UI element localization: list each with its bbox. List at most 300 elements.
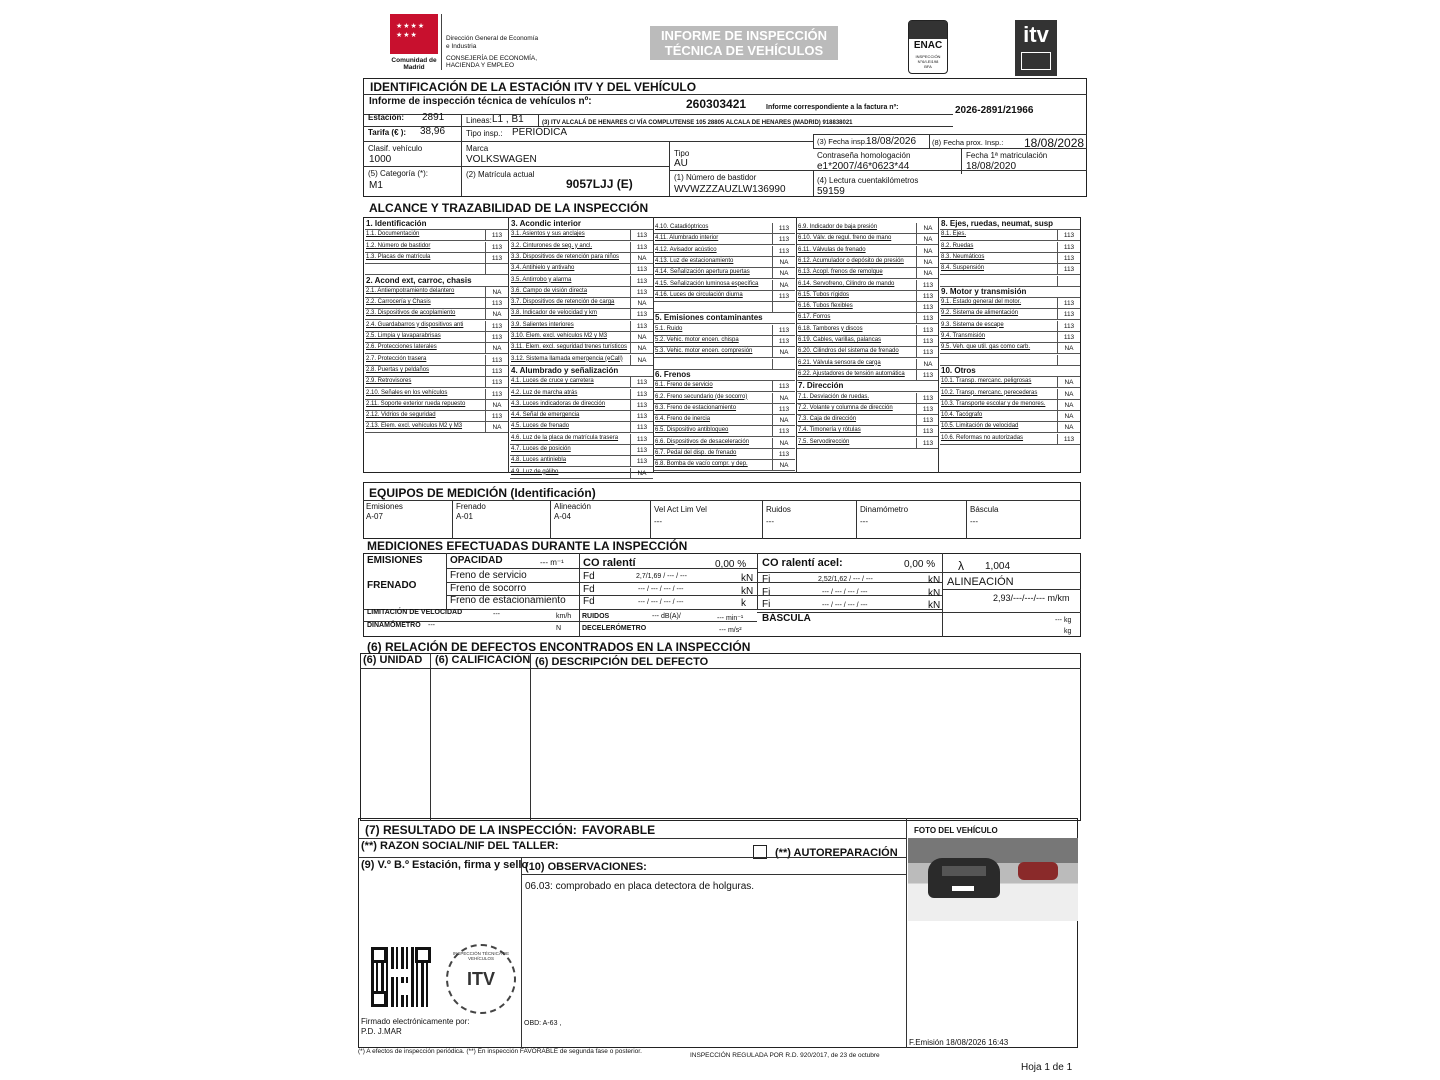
scope-item-value: 113 bbox=[916, 393, 939, 404]
class-value: 1000 bbox=[369, 154, 392, 165]
scope-row bbox=[365, 309, 508, 320]
fd-emergency-value: --- / --- / --- / --- bbox=[638, 586, 684, 593]
scope-item-label: 6. Frenos bbox=[655, 369, 691, 379]
scope-row bbox=[797, 223, 939, 234]
scope-item-label: 6.15. Tubos rígidos bbox=[798, 291, 850, 298]
scope-item-value: 113 bbox=[630, 456, 653, 467]
scope-item-label: 1.2. Número de bastidor bbox=[366, 242, 431, 249]
scope-item-value: 113 bbox=[916, 347, 939, 358]
equipment-label: Báscula bbox=[970, 505, 999, 514]
scope-item-value: 113 bbox=[916, 336, 939, 347]
tariff-value: 38,96 bbox=[420, 126, 446, 137]
scope-item-label: 6.22. Ajustadores de tensión automática bbox=[798, 370, 905, 377]
madrid-logo-label: Comunidad de Madrid bbox=[391, 57, 437, 71]
speed-limit-label: LIMITACIÓN DE VELOCIDAD bbox=[367, 609, 463, 616]
equipment-value: A-04 bbox=[554, 512, 571, 521]
scope-item-value: 113 bbox=[485, 366, 508, 377]
equipment-title: EQUIPOS DE MEDICIÓN (Identificación) bbox=[369, 486, 596, 500]
scope-item-value: 113 bbox=[916, 438, 939, 449]
fi-label-3: Fi bbox=[762, 599, 771, 610]
scope-row bbox=[797, 336, 939, 347]
scope-row bbox=[365, 287, 508, 298]
scope-item-value: NA bbox=[630, 468, 653, 479]
itv-seal bbox=[446, 944, 516, 1014]
fd-unit-3: k bbox=[741, 598, 746, 609]
scope-row bbox=[940, 366, 1080, 377]
scope-row bbox=[654, 336, 795, 347]
station-label: Estación: bbox=[368, 113, 405, 122]
scope-row bbox=[510, 276, 653, 287]
scope-item-value: NA bbox=[916, 246, 939, 257]
scope-item-value bbox=[485, 264, 508, 275]
scope-row bbox=[510, 366, 653, 377]
scope-row bbox=[797, 302, 939, 313]
scope-row bbox=[365, 332, 508, 343]
scope-row bbox=[940, 332, 1080, 343]
scope-row bbox=[365, 343, 508, 354]
scope-item-value: 113 bbox=[485, 230, 508, 241]
station-value: 2891 bbox=[422, 112, 445, 123]
itv-logo bbox=[1015, 20, 1057, 76]
scope-item-label: 3.5. Antirrobo y alarma bbox=[511, 276, 572, 283]
scope-row bbox=[797, 415, 939, 426]
scope-item-value: 113 bbox=[772, 426, 795, 437]
scope-item-value: 113 bbox=[772, 336, 795, 347]
scope-item-label: 4.4. Señal de emergencia bbox=[511, 412, 580, 419]
scope-row bbox=[940, 298, 1080, 309]
scope-item-label: 2.1. Antiempotramiento delantero bbox=[366, 287, 455, 294]
decelerometer-label: DECELERÓMETRO bbox=[582, 625, 647, 632]
scope-item-label: 3.2. Cinturones de seg. y ancl. bbox=[511, 242, 593, 249]
scope-item-value: 113 bbox=[485, 355, 508, 366]
scope-item-value: 113 bbox=[916, 404, 939, 415]
lambda-value: 1,004 bbox=[985, 561, 1011, 572]
scope-item-label: 10.6. Reformas no autorizadas bbox=[941, 434, 1024, 441]
dynamometer-label: DINAMÓMETRO bbox=[367, 622, 421, 629]
fd-label-1: Fd bbox=[583, 571, 595, 582]
scope-row bbox=[654, 234, 795, 245]
scope-row bbox=[797, 291, 939, 302]
scope-item-label: 4.8. Luces antiniebla bbox=[511, 457, 567, 464]
scope-row bbox=[510, 400, 653, 411]
speed-limit-value: --- bbox=[493, 611, 500, 618]
scope-item-value: NA bbox=[1057, 377, 1080, 388]
scope-row bbox=[510, 264, 653, 275]
scope-item-value: NA bbox=[630, 343, 653, 354]
scope-row bbox=[654, 438, 795, 449]
equipment-label: Frenado bbox=[456, 502, 486, 511]
qr-code bbox=[371, 947, 431, 1007]
scope-item-value bbox=[772, 302, 795, 313]
scale-value-1: --- kg bbox=[1055, 617, 1072, 624]
page-number: Hoja 1 de 1 bbox=[1021, 1062, 1073, 1073]
scope-item-value: NA bbox=[772, 268, 795, 279]
alignment-value: 2,93/---/---/--- m/km bbox=[993, 593, 1070, 603]
opacity-value: --- m⁻¹ bbox=[540, 558, 564, 567]
scope-item-value: NA bbox=[916, 257, 939, 268]
scope-row bbox=[654, 460, 795, 471]
scope-row bbox=[510, 355, 653, 366]
co-accel-label: CO ralentí acel: bbox=[762, 557, 843, 569]
scope-item-value bbox=[1057, 355, 1080, 366]
scope-item-value: 113 bbox=[1057, 253, 1080, 264]
insp-type-label: Tipo insp.: bbox=[466, 129, 503, 138]
scope-item-label: 4.3. Luces indicadoras de dirección bbox=[511, 400, 606, 407]
enac-logo bbox=[908, 20, 948, 74]
itv-logo-text: itv bbox=[1023, 22, 1049, 47]
scope-item-label: 2.5. Limpia y lavaparabrisas bbox=[366, 333, 441, 339]
scope-item-label: 10.4. Tacógrafo bbox=[941, 412, 983, 419]
scope-row bbox=[940, 389, 1080, 400]
scope-item-label: 4.2. Luz de marcha atrás bbox=[511, 389, 578, 396]
scope-row bbox=[940, 411, 1080, 422]
homologation-label: Contraseña homologación bbox=[817, 151, 911, 160]
emergency-brake-label: Freno de socorro bbox=[450, 583, 527, 594]
org-line-2: e Industria bbox=[446, 43, 477, 50]
noise-label: RUIDOS bbox=[582, 613, 610, 620]
scope-row bbox=[940, 276, 1080, 287]
scope-row bbox=[365, 298, 508, 309]
scope-item-label: 7.1. Desviación de ruedas. bbox=[798, 393, 870, 400]
service-brake-label: Freno de servicio bbox=[450, 570, 527, 581]
scope-item-label: 5.3. Vehic. motor encen. compresión bbox=[655, 348, 753, 355]
scope-item-label: 3.3. Dispositivos de retención para niños bbox=[511, 253, 620, 260]
scope-row bbox=[365, 321, 508, 332]
scope-item-label: 3.1. Asientos y sus anclajes bbox=[511, 231, 585, 238]
scope-row bbox=[797, 246, 939, 257]
opacity-label: OPACIDAD bbox=[450, 555, 503, 566]
scope-row bbox=[510, 298, 653, 309]
noise-value: --- dB(A)/ bbox=[652, 613, 681, 620]
scope-item-label: 7.5. Servodirección bbox=[798, 438, 850, 445]
scope-row bbox=[510, 411, 653, 422]
enac-label: ENAC bbox=[913, 40, 943, 51]
scope-row bbox=[797, 257, 939, 268]
scope-row bbox=[510, 434, 653, 445]
scope-item-value: 113 bbox=[772, 246, 795, 257]
emission-date: F.Emisión 18/08/2026 16:43 bbox=[909, 1038, 1009, 1047]
equipment-label: Ruidos bbox=[766, 505, 791, 514]
scale-label: BÁSCULA bbox=[762, 613, 811, 624]
scope-item-value: 113 bbox=[916, 415, 939, 426]
scope-row bbox=[510, 389, 653, 400]
scope-item-value: NA bbox=[485, 287, 508, 298]
scope-item-value: 113 bbox=[630, 242, 653, 253]
co-accel-value: 0,00 % bbox=[904, 559, 936, 570]
scope-row bbox=[940, 242, 1080, 253]
scope-row bbox=[797, 313, 939, 324]
observations-text: 06.03: comprobado en placa detectora de holguras. bbox=[525, 881, 755, 892]
fd-label-2: Fd bbox=[583, 584, 595, 595]
identification-title: IDENTIFICACIÓN DE LA ESTACIÓN ITV Y DEL VEHÍCULO bbox=[370, 80, 697, 94]
first-registration-label: Fecha 1ª matriculación bbox=[966, 151, 1048, 160]
scope-row bbox=[510, 219, 653, 230]
scope-row bbox=[365, 355, 508, 366]
scope-row bbox=[797, 359, 939, 370]
scope-item-value: 113 bbox=[916, 325, 939, 336]
noise-rpm: --- min⁻¹ bbox=[717, 615, 744, 622]
fi-label-2: Fi bbox=[762, 587, 771, 598]
scope-item-label: 4.1. Luces de cruce y carretera bbox=[511, 378, 594, 385]
insp-date-label: (3) Fecha insp.: bbox=[817, 137, 870, 146]
scope-row bbox=[654, 415, 795, 426]
scope-row bbox=[510, 287, 653, 298]
scope-row bbox=[940, 287, 1080, 298]
fd-label-3: Fd bbox=[583, 596, 595, 607]
scope-row bbox=[510, 309, 653, 320]
lines-value: L1 , B1 bbox=[492, 114, 524, 125]
next-date-label: (8) Fecha prox. Insp.: bbox=[932, 138, 1004, 147]
speed-limit-unit: km/h bbox=[556, 613, 572, 620]
scope-row bbox=[510, 422, 653, 433]
scale-value-2: kg bbox=[1064, 628, 1072, 635]
scope-item-label: 10.2. Transp. mercanc. perecederas bbox=[941, 389, 1038, 396]
scope-row bbox=[365, 253, 508, 264]
braking-label: FRENADO bbox=[367, 580, 417, 591]
scope-item-value: 113 bbox=[916, 302, 939, 313]
scope-item-label: 6.9. Indicador de baja presión bbox=[798, 224, 878, 230]
scope-item-value: NA bbox=[772, 347, 795, 358]
scope-row bbox=[940, 422, 1080, 433]
brand-value: VOLKSWAGEN bbox=[466, 154, 537, 165]
scope-row bbox=[365, 219, 508, 230]
scope-row bbox=[940, 377, 1080, 388]
scope-item-label: 8.4. Suspensión bbox=[941, 265, 985, 272]
scope-item-value: 113 bbox=[485, 321, 508, 332]
scope-item-value: 113 bbox=[485, 377, 508, 388]
emissions-label: EMISIONES bbox=[367, 555, 423, 566]
tariff-label: Tarifa (€ ): bbox=[368, 128, 407, 137]
defects-col-unit: (6) UNIDAD bbox=[363, 654, 423, 666]
scope-row bbox=[797, 347, 939, 358]
org-line-1: Dirección General de Economía bbox=[446, 35, 539, 42]
scope-row bbox=[365, 400, 508, 411]
scope-item-label: 9.4. Transmisión bbox=[941, 333, 986, 339]
org-line-3: CONSEJERÍA DE ECONOMÍA, bbox=[446, 55, 538, 62]
station-address: (3) ITV ALCALÁ DE HENARES C/ VÍA COMPLUTENSE 105 28805 ALCALA DE HENARES (MADRID) 918838021 bbox=[542, 120, 853, 126]
scope-item-value: NA bbox=[630, 253, 653, 264]
equipment-label: Dinamómetro bbox=[860, 505, 909, 514]
scope-item-value: 113 bbox=[630, 400, 653, 411]
scope-item-value: 113 bbox=[916, 291, 939, 302]
scope-item-label: 3.4. Antihielo y antivaho bbox=[511, 265, 575, 272]
report-title-line-2: TÉCNICA DE VEHÍCULOS bbox=[664, 43, 824, 58]
scope-item-label: 1.1. Documentación bbox=[366, 231, 420, 238]
scope-item-value: NA bbox=[485, 309, 508, 320]
scope-row bbox=[510, 253, 653, 264]
scope-item-value: NA bbox=[1057, 389, 1080, 400]
scope-item-value: 113 bbox=[630, 264, 653, 275]
scope-item-value: 113 bbox=[630, 309, 653, 320]
scope-item-value: NA bbox=[1057, 400, 1080, 411]
scope-row bbox=[797, 370, 939, 381]
madrid-logo: ★★★★ ★★★ bbox=[390, 14, 438, 54]
report-title-line-1: INFORME DE INSPECCIÓN bbox=[660, 28, 828, 43]
scope-row bbox=[654, 280, 795, 291]
scope-item-value: 113 bbox=[485, 242, 508, 253]
scope-item-value: NA bbox=[916, 359, 939, 370]
enac-sub: INSPECCIÓN N°6/I-EI198 BFA bbox=[915, 54, 941, 69]
scope-item-label: 5. Emisiones contaminantes bbox=[655, 313, 763, 323]
equipment-value: --- bbox=[970, 517, 978, 526]
co-idle-label: CO ralentí bbox=[583, 557, 636, 569]
scope-item-value: NA bbox=[485, 422, 508, 433]
scope-item-label: 3.9. Salientes interiores bbox=[511, 321, 574, 328]
scope-item-label: 7.2. Volante y columna de dirección bbox=[798, 404, 893, 411]
signed-line-2: P.D. J.MAR bbox=[361, 1027, 402, 1036]
scope-row bbox=[797, 404, 939, 415]
scope-item-label: 9.5. Veh. que util. gas como carb. bbox=[941, 344, 1031, 351]
defects-col-description: (6) DESCRIPCIÓN DEL DEFECTO bbox=[535, 656, 709, 668]
scope-item-label: 2.2. Carrocería y Chasis bbox=[366, 299, 431, 306]
equipment-value: --- bbox=[860, 517, 868, 526]
scope-item-label: 6.5. Dispositivo antibloqueo bbox=[655, 427, 729, 434]
scope-row bbox=[940, 309, 1080, 320]
scope-item-label: 2.11. Soporte exterior rueda repuesto bbox=[366, 400, 466, 407]
scope-item-label: 6.17. Forros bbox=[798, 314, 831, 321]
scope-item-label: 8.2. Ruedas bbox=[941, 242, 974, 249]
scope-row bbox=[797, 426, 939, 437]
scope-item-value: NA bbox=[485, 400, 508, 411]
fd-service-value: 2,7/1,69 / --- / --- bbox=[636, 573, 687, 580]
measurements-title: MEDICIONES EFECTUADAS DURANTE LA INSPECCIÓN bbox=[367, 539, 688, 553]
scope-item-label: 6.10. Válv. de regul. freno de mano bbox=[798, 235, 892, 242]
scope-item-label: 9.1. Estado general del motor. bbox=[941, 299, 1022, 306]
equipment-value: A-07 bbox=[366, 512, 383, 521]
scope-row bbox=[654, 359, 795, 370]
scope-item-value: NA bbox=[630, 332, 653, 343]
scope-item-label: 6.11. Válvulas de frenado bbox=[798, 246, 866, 253]
fi-service-value: 2,52/1,62 / --- / --- bbox=[818, 576, 873, 583]
scope-item-value: 113 bbox=[1057, 242, 1080, 253]
scope-item-label: 2.6. Protecciones laterales bbox=[366, 344, 437, 351]
scope-row bbox=[940, 434, 1080, 445]
scope-item-value bbox=[1057, 276, 1080, 287]
seal-logo-text: ITV bbox=[466, 969, 495, 989]
scope-item-value: 113 bbox=[772, 325, 795, 336]
fi-unit-1: kN bbox=[928, 575, 941, 586]
scope-item-value: 113 bbox=[485, 253, 508, 264]
scope-item-value: 113 bbox=[485, 332, 508, 343]
scope-row bbox=[797, 393, 939, 404]
workshop-label: (**) RAZON SOCIAL/NIF DEL TALLER: bbox=[361, 840, 559, 852]
scope-item-label: 4.14. Señalización apertura puertas bbox=[655, 269, 750, 276]
org-line-4: HACIENDA Y EMPLEO bbox=[446, 62, 515, 69]
scope-item-label: 6.4. Freno de inercia bbox=[655, 416, 711, 423]
scope-item-label: 9. Motor y transmisión bbox=[941, 286, 1027, 296]
scope-row bbox=[940, 219, 1080, 230]
vehicle-photo bbox=[908, 838, 1078, 921]
scope-item-label: 7. Dirección bbox=[798, 381, 844, 391]
scope-item-label: 6.16. Tubos flexibles bbox=[798, 303, 853, 310]
scope-item-label: 2.3. Dispositivos de acoplamiento bbox=[366, 310, 456, 317]
scope-item-value: 113 bbox=[485, 389, 508, 400]
type-label: Tipo bbox=[674, 149, 690, 158]
fi-label-1: Fi bbox=[762, 574, 771, 585]
scope-item-value: NA bbox=[916, 268, 939, 279]
scope-item-value: 113 bbox=[1057, 264, 1080, 275]
scope-item-label: 1.3. Placas de matrícula bbox=[366, 253, 431, 260]
scope-item-value: 113 bbox=[1057, 298, 1080, 309]
scope-item-label: 7.4. Timonería y rótulas bbox=[798, 427, 861, 434]
scope-item-value: NA bbox=[630, 298, 653, 309]
scope-row bbox=[510, 230, 653, 241]
scope-item-value: 113 bbox=[916, 280, 939, 291]
next-date-value: 18/08/2028 bbox=[1024, 136, 1085, 150]
dynamometer-unit: N bbox=[556, 625, 562, 632]
equipment-label: Vel Act Lim Vel bbox=[654, 505, 707, 514]
report-number-label: Informe de inspección técnica de vehículos nº: bbox=[369, 96, 592, 107]
scope-item-value: NA bbox=[772, 257, 795, 268]
obd-value: OBD: A-63 , bbox=[524, 1020, 562, 1027]
seal-ring-text: INSPECCIÓN TÉCNICA DE VEHÍCULOS bbox=[452, 951, 510, 961]
scope-item-value: 113 bbox=[1057, 230, 1080, 241]
scope-item-value: 113 bbox=[1057, 332, 1080, 343]
scope-row bbox=[365, 264, 508, 275]
brand-label: Marca bbox=[466, 144, 489, 153]
insp-date-value: 18/08/2026 bbox=[866, 136, 917, 147]
scope-row bbox=[510, 332, 653, 343]
scope-item-value: 113 bbox=[630, 287, 653, 298]
scope-item-label: 4.16. Luces de circulación diurna bbox=[655, 291, 743, 298]
parking-brake-label: Freno de estacionamiento bbox=[450, 595, 566, 606]
scope-item-label: 4.13. Luz de estacionamiento bbox=[655, 257, 734, 264]
scope-row bbox=[654, 302, 795, 313]
scope-item-value: NA bbox=[916, 223, 939, 234]
scope-row bbox=[654, 246, 795, 257]
scope-item-value: 113 bbox=[916, 370, 939, 381]
scope-row bbox=[510, 321, 653, 332]
scope-row bbox=[797, 280, 939, 291]
homologation-value: e1*2007/46*0623*44 bbox=[817, 161, 910, 172]
scope-item-label: 6.3. Freno de estacionamiento bbox=[655, 404, 737, 411]
fi-unit-3: kN bbox=[928, 600, 941, 611]
scope-item-value: 113 bbox=[485, 298, 508, 309]
scope-item-label: 2.10. Señales en los vehículos bbox=[366, 389, 448, 396]
scope-item-label: 6.2. Freno secundario (de socorro) bbox=[655, 393, 748, 400]
defects-table bbox=[360, 653, 1081, 821]
scope-item-label: 6.20. Cilindros del sistema de frenado bbox=[798, 348, 899, 355]
report-title-banner bbox=[650, 26, 838, 60]
scope-item-label: 2.7. Protección trasera bbox=[366, 355, 427, 362]
invoice-label: Informe correspondiente a la factura nº: bbox=[766, 104, 899, 111]
scope-item-value: NA bbox=[630, 355, 653, 366]
scope-row bbox=[654, 347, 795, 358]
scope-row bbox=[940, 400, 1080, 411]
scope-row bbox=[654, 223, 795, 234]
scope-item-value: NA bbox=[772, 438, 795, 449]
scope-item-value: NA bbox=[772, 460, 795, 471]
scope-item-label: 3.12. Sistema llamada emergencia (eCall) bbox=[511, 355, 623, 362]
scope-item-label: 8. Ejes, ruedas, neumat, susp bbox=[941, 219, 1054, 228]
scope-item-value: 113 bbox=[630, 377, 653, 388]
scope-item-label: 6.13. Acopl. frenos de remolque bbox=[798, 269, 883, 276]
scope-row bbox=[654, 381, 795, 392]
scope-item-value: NA bbox=[916, 234, 939, 245]
equipment-value: A-01 bbox=[456, 512, 473, 521]
scope-item-label: 6.14. Servofreno, Cilindro de mando bbox=[798, 280, 895, 287]
scope-item-value: 113 bbox=[772, 381, 795, 392]
scope-item-label: 10.1. Transp. mercanc. peligrosas bbox=[941, 378, 1032, 385]
equipment-label: Alineación bbox=[554, 502, 591, 511]
scope-item-label: 1. Identificación bbox=[366, 219, 427, 228]
scope-item-value: 113 bbox=[630, 321, 653, 332]
scope-row bbox=[797, 325, 939, 336]
plate-value: 9057LJJ (E) bbox=[566, 177, 633, 191]
scope-item-label: 3.6. Campo de visión directa bbox=[511, 287, 588, 294]
scope-item-label: 3.8. Indicador de velocidad y km bbox=[511, 310, 598, 317]
scope-row bbox=[510, 445, 653, 456]
